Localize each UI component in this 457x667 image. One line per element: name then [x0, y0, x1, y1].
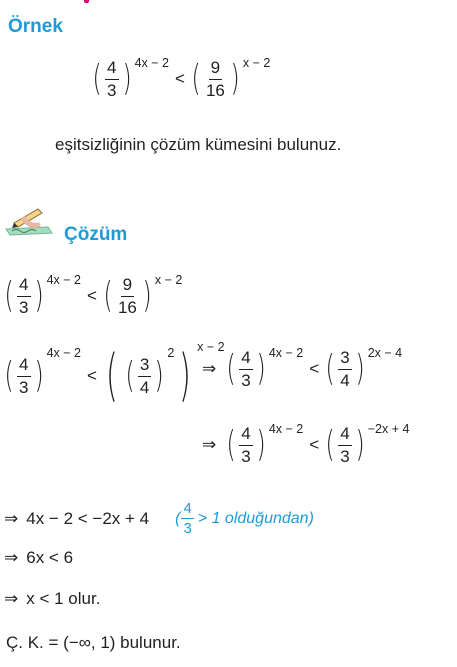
paren-right: ): [230, 58, 240, 100]
exponent: 2x − 4: [367, 346, 403, 360]
paren-left: (: [92, 58, 102, 100]
step-expression: 6x < 6: [26, 548, 74, 567]
paren-right: ): [33, 275, 44, 317]
fraction: $\frac{4}{3}$: [19, 354, 29, 397]
implies-arrow: ⇒: [4, 508, 19, 528]
fraction: $\frac{4}{3}$: [241, 424, 251, 466]
solution-line-2-left: [2, 340, 225, 408]
note-fraction: $\frac{4}{3}$: [183, 500, 192, 538]
example-text: eşitsizliğinin çözüm kümesini bulunuz.: [55, 135, 342, 154]
less-than: <: [309, 435, 320, 455]
step-note: [175, 500, 314, 538]
solution-result: Ç. K. = (−∞, 1) bulunur.: [6, 633, 181, 652]
fraction: $\frac{9}{16}$: [117, 275, 137, 317]
step-expression: 4x − 2 < −2x + 4: [26, 508, 150, 528]
fraction: $\frac{3}{4}$: [340, 348, 350, 390]
paren-left: (: [4, 355, 14, 396]
paren-right: ): [355, 424, 365, 466]
paren-right: ): [256, 348, 266, 390]
example-inequality: [90, 58, 270, 100]
paren-left: (: [191, 58, 201, 100]
paren-left: (: [125, 355, 135, 396]
fraction: $\frac{4}{3}$: [19, 275, 29, 317]
exponent: x − 2: [242, 56, 271, 70]
paren-right: ): [256, 424, 266, 466]
exponent: −2x + 4: [367, 422, 410, 436]
less-than: <: [174, 69, 185, 89]
implies-arrow: ⇒: [4, 548, 19, 567]
exponent: 4x − 2: [134, 56, 169, 70]
paren-left: (: [105, 343, 118, 408]
exponent: 4x − 2: [46, 346, 81, 360]
paren-left: (: [226, 348, 236, 390]
exponent: 4x − 2: [46, 273, 81, 287]
solution-step-1: [4, 500, 314, 538]
paren-right: ): [121, 58, 132, 100]
fraction: $\frac{4}{3}$: [241, 348, 251, 390]
less-than: <: [86, 366, 97, 385]
exponent: 2: [167, 346, 175, 360]
paren-right: ): [154, 355, 164, 396]
fraction: $\frac{4}{3}$: [107, 58, 117, 100]
exponent: x − 2: [197, 340, 225, 354]
solution-step-3: [4, 589, 100, 609]
exponent: 4x − 2: [268, 422, 304, 436]
exponent: x − 2: [154, 273, 183, 287]
top-mark: [84, 0, 89, 3]
solution-step-2: [4, 548, 73, 568]
solution-heading: Çözüm: [64, 224, 128, 245]
pencil-writing-icon: [4, 205, 56, 237]
solution-line-2-right: [202, 348, 402, 390]
fraction: $\frac{3}{4}$: [139, 354, 150, 397]
paren-left: (: [226, 424, 236, 466]
implies-arrow: ⇒: [4, 589, 19, 608]
fraction: $\frac{4}{3}$: [340, 424, 350, 466]
step-expression: x < 1 olur.: [26, 589, 101, 608]
paren-right: ): [355, 348, 365, 390]
solution-line-3: [202, 424, 409, 466]
paren-left: (: [4, 275, 14, 317]
example-heading: Örnek: [8, 16, 63, 37]
paren-left: (: [103, 275, 113, 317]
paren-left: (: [325, 424, 335, 466]
paren-right: ): [179, 343, 192, 408]
less-than: <: [86, 286, 97, 306]
note-paren: (: [175, 509, 181, 527]
paren-left: (: [325, 348, 335, 390]
solution-line-1: [2, 275, 182, 317]
note-text: > 1 olduğundan): [197, 509, 314, 527]
less-than: <: [309, 359, 320, 379]
implies-arrow: ⇒: [202, 435, 217, 455]
fraction: $\frac{9}{16}$: [205, 58, 225, 100]
paren-right: ): [142, 275, 152, 317]
paren-right: ): [33, 355, 44, 396]
exponent: 4x − 2: [268, 346, 304, 360]
implies-arrow: ⇒: [202, 359, 217, 379]
